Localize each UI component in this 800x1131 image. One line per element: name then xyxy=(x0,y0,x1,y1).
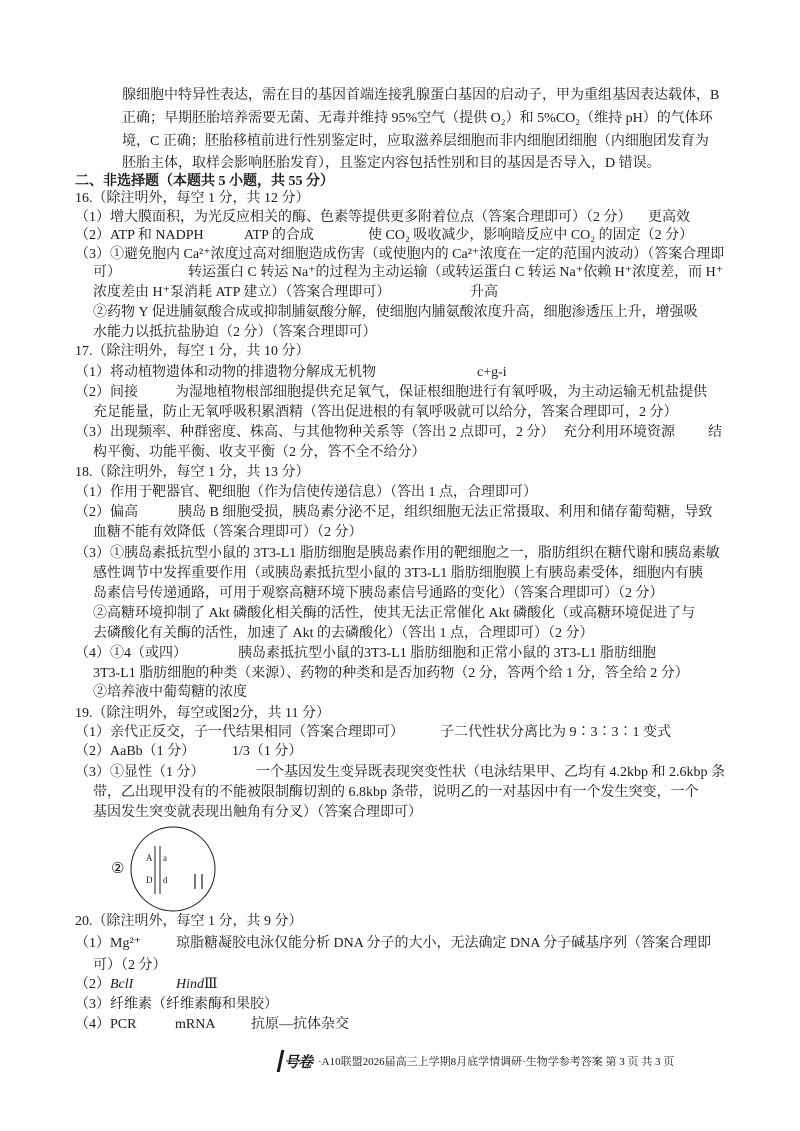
gene-label-d: d xyxy=(163,875,168,885)
enzyme-name: Hind xyxy=(176,977,204,992)
answer-line xyxy=(0,504,800,522)
answer-line xyxy=(0,976,800,994)
answer-segment: （2）ATP 和 NADPH xyxy=(75,228,204,243)
answer-segment xyxy=(176,976,218,994)
answer-line xyxy=(0,724,800,742)
answer-line xyxy=(75,545,720,563)
answer-segment: 转运蛋白 C 转运 Na⁺的过程为主动运输（或转运蛋白 C 转运 Na⁺依赖 H⁺浓度差，而 H⁺ xyxy=(188,265,724,280)
answer-line xyxy=(75,996,278,1014)
answer-line xyxy=(93,304,698,322)
answer-line xyxy=(122,87,719,105)
answer-segment: 充分利用环境资源 xyxy=(563,425,675,440)
answer-segment: 子二代性状分离比为 9∶3∶3∶1 变式 xyxy=(440,725,671,740)
answer-segment: 可）（2 分） xyxy=(93,958,167,973)
answer-segment: 抗原—抗体杂交 xyxy=(251,1017,349,1032)
answer-segment: 胰岛 B 细胞受损，胰岛素分泌不足，组织细胞无法正常摄取、利用和储存葡萄糖，导致 xyxy=(178,505,713,520)
gene-label-A: A xyxy=(146,853,153,863)
answer-segment: （1）Mg²⁺ xyxy=(75,936,142,951)
question-header-text: 17.（除注明外，每空 1 分，共 10 分） xyxy=(75,344,310,359)
answer-line xyxy=(75,246,724,264)
question-header-text: 20.（除注明外，每空 1 分，共 9 分） xyxy=(75,914,303,929)
answer-segment: 感性调节中发挥重要作用（或胰岛素抵抗型小鼠的 3T3-L1 脂肪细胞膜上有胰岛素受体，细胞内有胰 xyxy=(93,566,703,581)
answer-text: 正确；早期胚胎培养需要无菌、无毒并维持 95%空气（提供 O₂）和 5%CO₂（维持 pH）的气体环 xyxy=(122,111,713,126)
question-header-20 xyxy=(75,913,303,931)
footer-text: ·A10联盟2026届高三上学期8月底学情调研·生物学参考答案 第 3 页 共 3 页 xyxy=(318,1056,675,1068)
answer-segment: （2）AaBb（1 分） xyxy=(75,744,196,759)
enzyme-numeral: Ⅲ xyxy=(204,977,218,992)
answer-segment: 结 xyxy=(708,425,722,440)
answer-segment: mRNA xyxy=(175,1017,216,1032)
question-header-text: 19.（除注明外，每空或图2分，共 11 分） xyxy=(75,706,330,721)
answer-segment: 胰岛素抵抗型小鼠的3T3-L1 脂肪细胞和正常小鼠的 3T3-L1 脂肪细胞 xyxy=(238,646,657,661)
answer-line xyxy=(93,404,678,422)
answer-segment: 水能力以抵抗盐胁迫（2 分）（答案合理即可） xyxy=(93,325,377,340)
answer-line xyxy=(93,665,689,683)
answer-line xyxy=(0,209,800,227)
answer-segment: ②药物 Y 促进脯氨酸合成或抑制脯氨酸分解，使细胞内脯氨酸浓度升高，细胞渗透压上升，增强吸 xyxy=(93,305,698,320)
answer-segment: ATP 的合成 xyxy=(244,228,314,243)
cell-chromosome-diagram xyxy=(128,825,218,913)
answer-line xyxy=(93,324,377,342)
answer-line xyxy=(93,524,363,542)
answer-line xyxy=(93,957,167,975)
answer-text: 腺细胞中特异性表达，需在目的基因首端连接乳腺蛋白基因的启动子，甲为重组基因表达载体，B xyxy=(122,88,720,103)
answer-segment: （1）增大膜面积，为光反应相关的酶、色素等提供更多附着位点（答案合理即可）（2 分） xyxy=(75,210,632,225)
answer-segment: 升高 xyxy=(470,285,498,300)
answer-line xyxy=(93,444,426,462)
answer-line xyxy=(0,645,800,663)
answer-segment: （2）间接 xyxy=(75,385,138,400)
answer-line xyxy=(0,384,800,402)
answer-line xyxy=(0,424,800,442)
answer-segment: （2）偏高 xyxy=(75,505,138,520)
answer-segment: 基因发生突变就表现出触角有分叉）（答案合理即可） xyxy=(93,805,422,820)
answer-segment: ②高糖环境抑制了 Akt 磷酸化相关酶的活性，使其无法正常催化 Akt 磷酸化（或高糖环境促进了与 xyxy=(93,606,695,621)
question-header-16 xyxy=(75,190,310,208)
answer-line xyxy=(0,364,800,382)
answer-line xyxy=(93,585,664,603)
answer-segment: 使 CO₂ 吸收减少，影响暗反应中 CO₂ 的固定（2 分） xyxy=(368,228,694,243)
answer-segment: 1/3（1 分） xyxy=(232,744,303,759)
answer-segment: （1）亲代正反交，子一代结果相同（答案合理即可） xyxy=(75,725,404,740)
gene-label-a: a xyxy=(163,853,167,863)
answer-text: 胚胎主体，取样会影响胚胎发育），且鉴定内容包括性别和目的基因是否导入，D 错误。 xyxy=(122,156,661,171)
answer-segment: 带，乙出现甲没有的不能被限制酶切割的 6.8kbp 条带，说明乙的一对基因中有一个发生突变，一个 xyxy=(93,785,699,800)
answer-line xyxy=(75,484,537,502)
answer-segment: c+g-i xyxy=(477,365,507,380)
answer-segment: 构平衡、功能平衡、收支平衡（2 分，答不全不给分） xyxy=(93,445,426,460)
answer-segment: （3）出现频率、种群密度、株高、与其他物种关系等（答出 2 点即可，2 分） xyxy=(75,425,555,440)
answer-segment: 更高效 xyxy=(648,210,690,225)
answer-line xyxy=(93,625,594,643)
question-header-18 xyxy=(75,464,310,482)
answer-segment: 一个基因发生变异既表现突变性状（电泳结果甲、乙均有 4.2kbp 和 2.6kbp 条 xyxy=(256,765,725,780)
answer-line xyxy=(0,764,800,782)
answer-segment: 可） xyxy=(93,265,121,280)
answer-segment: （4）PCR xyxy=(75,1017,137,1032)
answer-line xyxy=(0,935,800,953)
answer-segment: 去磷酸化有关酶的活性，加速了 Akt 的去磷酸化）（答出 1 点，合理即可）（2 分） xyxy=(93,626,594,641)
section-heading-text: 二、非选择题（本题共 5 小题，共 55 分） xyxy=(75,174,334,189)
question-header-text: 18.（除注明外，每空 1 分，共 13 分） xyxy=(75,465,310,480)
answer-line xyxy=(93,605,695,623)
section-heading xyxy=(75,173,334,191)
answer-segment: 3T3-L1 脂肪细胞的种类（来源）、药物的种类和是否加药物（2 分，答两个给 1 分，答全给 2 分） xyxy=(93,666,689,681)
answer-segment: 为湿地植物根部细胞提供充足氧气，保证根细胞进行有氧呼吸，为主动运输无机盐提供 xyxy=(175,385,707,400)
answer-segment: （3）①避免胞内 Ca²⁺浓度过高对细胞造成伤害（或使胞内的 Ca²⁺浓度在一定的范围内波动）（答案合理即 xyxy=(75,247,725,262)
answer-segment: （3）①胰岛素抵抗型小鼠的 3T3-L1 脂肪细胞是胰岛素作用的靶细胞之一，脂肪组织在糖代谢和胰岛素敏 xyxy=(75,546,720,561)
question-header-19 xyxy=(75,705,330,723)
answer-segment: 充足能量，防止无氧呼吸积累酒精（答出促进根的有氧呼吸就可以给分，答案合理即可，2 分） xyxy=(93,405,678,420)
answer-line xyxy=(93,565,703,583)
answer-segment xyxy=(75,976,133,994)
answer-segment: ②培养液中葡萄糖的浓度 xyxy=(93,685,247,700)
gene-label-D: D xyxy=(146,875,153,885)
footer-logo: 号卷 xyxy=(284,1053,313,1071)
answer-segment: 岛素信号传递通路，可用于观察高糖环境下胰岛素信号通路的变化）（答案合理即可）（2 分） xyxy=(93,586,664,601)
answer-line xyxy=(0,264,800,282)
answer-line xyxy=(93,784,699,802)
answer-segment: （1）将动植物遗体和动物的排遗物分解成无机物 xyxy=(75,365,376,380)
diagram-marker: ② xyxy=(111,861,125,877)
answer-text: 境，C 正确；胚胎移植前进行性别鉴定时，应取滋养层细胞而非内细胞团细胞（内细胞团发育为 xyxy=(122,134,709,149)
enzyme-name: BclI xyxy=(110,977,134,992)
answer-segment: （3）①显性（1 分） xyxy=(75,765,205,780)
cell-outline xyxy=(131,827,215,911)
answer-segment: 浓度差由 H⁺泵消耗 ATP 建立）（答案合理即可） xyxy=(93,285,391,300)
question-header-17 xyxy=(75,343,310,361)
answer-segment: （3）纤维素（纤维素酶和果胶） xyxy=(75,997,278,1012)
answer-line xyxy=(0,743,800,761)
answer-line xyxy=(93,684,247,702)
question-header-text: 16.（除注明外，每空 1 分，共 12 分） xyxy=(75,191,310,206)
answer-segment: 血糖不能有效降低（答案合理即可）（2 分） xyxy=(93,525,363,540)
answer-line xyxy=(93,804,422,822)
part-number: （2） xyxy=(75,977,110,992)
answer-line xyxy=(0,284,800,302)
answer-line xyxy=(122,110,713,128)
answer-segment: （1）作用于靶器官、靶细胞（作为信使传递信息）（答出 1 点，合理即可） xyxy=(75,485,537,500)
answer-line xyxy=(122,155,661,173)
answer-line xyxy=(122,133,709,151)
answer-line xyxy=(0,1016,800,1034)
answer-line xyxy=(0,227,800,245)
answer-segment: 琼脂糖凝胶电泳仅能分析 DNA 分子的大小，无法确定 DNA 分子碱基序列（答案合理即 xyxy=(176,936,712,951)
answer-segment: （4）①4（或四） xyxy=(75,646,187,661)
